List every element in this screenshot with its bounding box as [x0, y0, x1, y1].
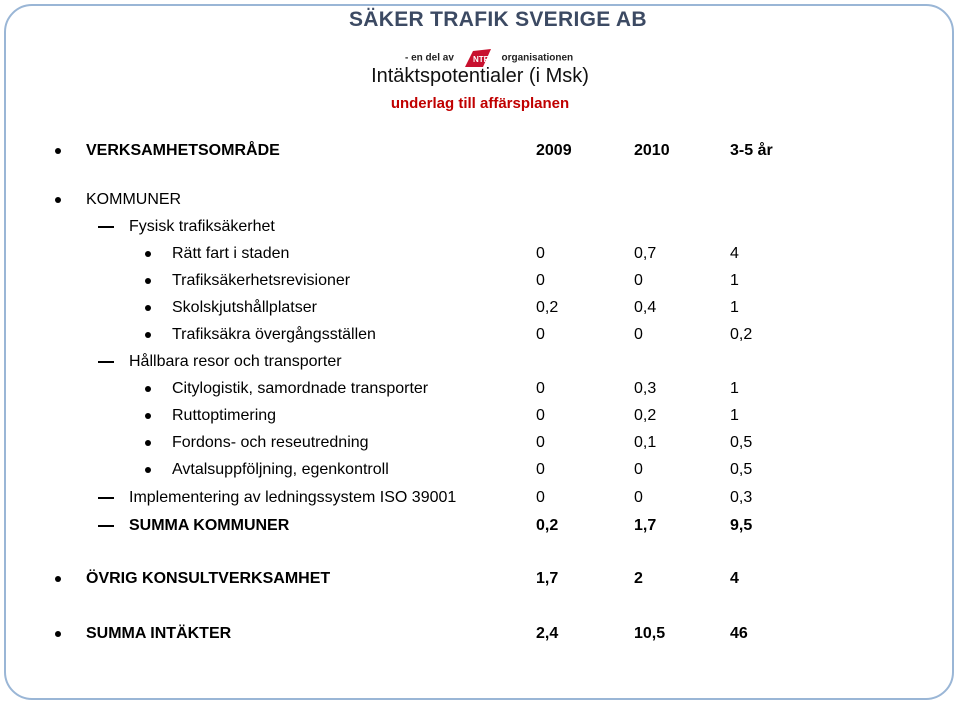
header-col-3-5-years: 3-5 år: [730, 142, 773, 159]
table-row: [0, 404, 960, 428]
bullet-icon: [145, 413, 151, 419]
table-row: [0, 377, 960, 401]
value-2009: 0: [536, 326, 545, 343]
value-2009: 1,7: [536, 570, 559, 587]
value-2010: 0: [634, 272, 643, 289]
other-row: [0, 567, 960, 591]
value-3-5-years: 4: [730, 245, 739, 262]
bullet-icon: [145, 278, 151, 284]
value-3-5-years: 1: [730, 380, 739, 397]
row-label: Trafiksäkra övergångsställen: [172, 326, 376, 343]
value-2009: 0,2: [536, 517, 559, 534]
row-label: Fordons- och reseutredning: [172, 434, 369, 451]
total-row: [0, 622, 960, 646]
table-row: [0, 296, 960, 320]
value-3-5-years: 9,5: [730, 517, 753, 534]
row-label: Avtalsuppföljning, egenkontroll: [172, 461, 389, 478]
value-3-5-years: 0,2: [730, 326, 753, 343]
row-label: SUMMA INTÄKTER: [86, 625, 232, 642]
table-row: [0, 188, 960, 212]
row-label: Citylogistik, samordnade transporter: [172, 380, 429, 397]
row-label: Ruttoptimering: [172, 407, 277, 424]
value-2010: 0,2: [634, 407, 657, 424]
bullet-icon: [145, 386, 151, 392]
logo-sub-right: organisationen: [501, 52, 574, 64]
table-row: [0, 431, 960, 455]
value-2010: 0: [634, 326, 643, 343]
value-2009: 0: [536, 272, 545, 289]
row-label: Implementering av ledningssystem ISO 39001: [129, 489, 457, 506]
value-2010: 0,4: [634, 299, 657, 316]
bullet-icon: [145, 332, 151, 338]
dash-icon: [98, 226, 114, 228]
table-row: [0, 323, 960, 347]
row-label: Rätt fart i staden: [172, 245, 290, 262]
value-2009: 2,4: [536, 625, 559, 642]
row-label: SUMMA KOMMUNER: [129, 517, 290, 534]
row-label: ÖVRIG KONSULTVERKSAMHET: [86, 570, 331, 587]
value-3-5-years: 0,3: [730, 489, 753, 506]
company-logo-title: SÄKER TRAFIK SVERIGE AB: [349, 8, 647, 31]
value-2010: 0,3: [634, 380, 657, 397]
bullet-icon: [145, 251, 151, 257]
bullet-icon: [145, 305, 151, 311]
value-2009: 0: [536, 434, 545, 451]
header-col-2009: 2009: [536, 142, 572, 159]
value-2009: 0: [536, 245, 545, 262]
value-2010: 0: [634, 461, 643, 478]
table-row: [0, 486, 960, 510]
header-label: VERKSAMHETSOMRÅDE: [86, 142, 280, 159]
value-2009: 0: [536, 407, 545, 424]
value-2010: 0,7: [634, 245, 657, 262]
svg-text:NTF: NTF: [472, 55, 489, 64]
value-3-5-years: 0,5: [730, 434, 753, 451]
value-2010: 0,1: [634, 434, 657, 451]
subtotal-row: [0, 514, 960, 538]
row-label: Hållbara resor och transporter: [129, 353, 342, 370]
dash-icon: [98, 497, 114, 499]
value-2009: 0: [536, 380, 545, 397]
value-3-5-years: 4: [730, 570, 739, 587]
table-row: [0, 350, 960, 374]
value-2010: 1,7: [634, 517, 657, 534]
table-row: [0, 458, 960, 482]
value-3-5-years: 1: [730, 272, 739, 289]
table-row: [0, 269, 960, 293]
row-label: Trafiksäkerhetsrevisioner: [172, 272, 351, 289]
value-2009: 0: [536, 461, 545, 478]
bullet-icon: [55, 197, 61, 203]
row-label: Fysisk trafiksäkerhet: [129, 218, 275, 235]
row-label: Skolskjutshållplatser: [172, 299, 317, 316]
value-2010: 0: [634, 489, 643, 506]
bullet-icon: [55, 576, 61, 582]
value-3-5-years: 1: [730, 299, 739, 316]
value-3-5-years: 1: [730, 407, 739, 424]
value-2009: 0: [536, 489, 545, 506]
value-3-5-years: 46: [730, 625, 748, 642]
bullet-icon: [55, 631, 61, 637]
bullet-icon: [55, 148, 61, 154]
header-col-2010: 2010: [634, 142, 670, 159]
value-3-5-years: 0,5: [730, 461, 753, 478]
logo-sub-left: - en del av: [405, 52, 454, 64]
page-subtitle: underlag till affärsplanen: [390, 95, 570, 112]
row-label: KOMMUNER: [86, 191, 182, 208]
value-2010: 10,5: [634, 625, 666, 642]
header-row: [0, 139, 960, 163]
dash-icon: [98, 525, 114, 527]
bullet-icon: [145, 440, 151, 446]
table-row: [0, 242, 960, 266]
table-row: [0, 215, 960, 239]
value-2010: 2: [634, 570, 643, 587]
page-title: Intäktspotentialer (i Msk): [371, 65, 589, 87]
bullet-icon: [145, 467, 151, 473]
value-2009: 0,2: [536, 299, 559, 316]
dash-icon: [98, 361, 114, 363]
